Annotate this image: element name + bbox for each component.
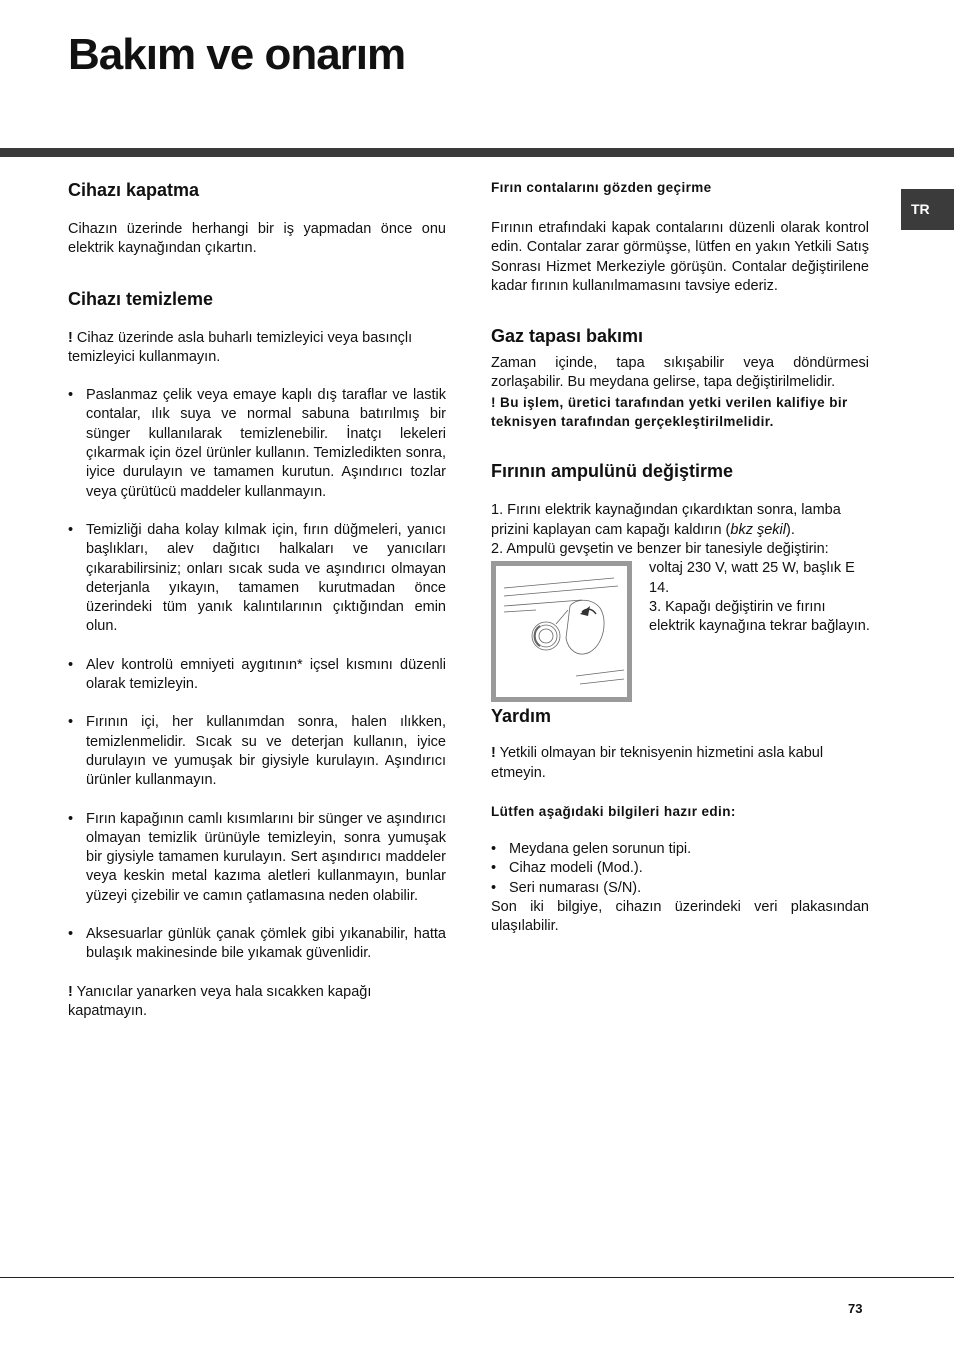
list-item: • Paslanmaz çelik veya emaye kaplı dış taraflar ve lastik contalar, ılık suya ve normal sabuna batırılmış bir sünger kullanılarak temizlenebilir. İnatçı lekeleri çıkarmak için özel ürünler kullanın. Temizledikten sonra, iyice durulayın ve tamamen kurutun. Aşındırıcı tozlar veya çürütücü maddeler kullanmayın. (68, 386, 446, 502)
section-heading-lamp: Fırının ampulünü değiştirme (491, 461, 734, 482)
oven-lamp-illustration (491, 561, 632, 702)
lamp-step-2: 2. Ampulü gevşetin ve benzer bir tanesiyle değiştirin: (491, 540, 829, 557)
seals-text: Fırının etrafındaki kapak contalarını düzenli olarak kontrol edin. Contalar zarar görmüşse, lütfen en yakın Yetkili Satış Sonrası Hizmet Merkeziyle görüşün. Contalar değiştirilene kadar fırının kullanılmamasını tavsiye ederiz. (491, 220, 869, 294)
gas-tap-warning: ! Bu işlem, üretici tarafından yetki verilen kalifiye bir teknisyen tarafından gerçekleştirilmelidir. (491, 394, 848, 430)
list-item: • Seri numarası (S/N). (491, 879, 869, 898)
lamp-figure-block (491, 559, 869, 704)
footer-rule (0, 1277, 954, 1278)
header-rule (0, 148, 954, 157)
list-item: • Meydana gelen sorunun tipi. (491, 840, 869, 859)
help-list (491, 840, 869, 898)
section-heading-gas-tap: Gaz tapası bakımı (491, 326, 644, 347)
list-item: • Cihaz modeli (Mod.). (491, 859, 869, 878)
warning-mark-icon: ! (491, 394, 496, 410)
page-number: 73 (848, 1301, 863, 1316)
left-column (68, 178, 446, 1021)
cleaning-warning-1: ! Cihaz üzerinde asla buharlı temizleyici veya basınçlı temizleyici kullanmayın. (68, 329, 413, 365)
gas-tap-text: Zaman içinde, tapa sıkışabilir veya döndürmesi zorlaşabilir. Bu meydana gelirse, tapa değiştirilmelidir. (491, 355, 869, 391)
lamp-step-2-spec: voltaj 230 V, watt 25 W, başlık E 14. (649, 560, 855, 596)
help-warning: ! Yetkili olmayan bir teknisyenin hizmetini asla kabul etmeyin. (491, 745, 824, 781)
list-item: • Temizliği daha kolay kılmak için, fırın düğmeleri, yanıcı başlıkları, alev dağıtıcı halkaları ve yanıcıları çıkarabilirsiniz; onları sıcak suda ve aşındırıcı olmayan deterjanla yıkayın, tamamen kurutmadan önce üzerindeki tüm yanık kalıntılarının çıktığından emin olun. (68, 521, 446, 637)
warning-mark-icon: ! (491, 745, 496, 762)
page-title: Bakım ve onarım (68, 30, 406, 79)
help-closing: Son iki bilgiye, cihazın üzerindeki veri plakasından ulaşılabilir. (491, 899, 869, 935)
section-heading-seals: Fırın contalarını gözden geçirme (491, 180, 712, 195)
power-off-text: Cihazın üzerinde herhangi bir iş yapmadan önce onu elektrik kaynağından çıkartın. (68, 221, 446, 257)
lamp-step-3: 3. Kapağı değiştirin ve fırını elektrik kaynağına tekrar bağlayın. (649, 598, 870, 635)
language-tab: TR (901, 189, 954, 230)
help-subheading: Lütfen aşağıdaki bilgileri hazır edin: (491, 803, 736, 819)
warning-mark-icon: ! (68, 983, 73, 1000)
list-item: • Fırın kapağının camlı kısımlarını bir sünger ve aşındırıcı olmayan temizlik ürünüyle temizleyin, sonra yumuşak bir giysiyle tamamen kurulayın. Sert aşındırıcı maddeler veya keskin metal kazıma aletleri kullanmayın, bunlar yüzeyi çizebilir ve camın çatlamasına neden olabilir. (68, 810, 446, 906)
list-item: • Alev kontrolü emniyeti aygıtının* içsel kısmını düzenli olarak temizleyin. (68, 656, 446, 695)
section-heading-power-off: Cihazı kapatma (68, 180, 200, 200)
cleaning-warning-2: ! Yanıcılar yanarken veya hala sıcakken kapağı kapatmayın. (68, 983, 372, 1019)
lamp-step-text (649, 559, 871, 636)
right-column (491, 178, 869, 937)
section-heading-help: Yardım (491, 706, 552, 727)
oven-lamp-drawing (496, 566, 627, 697)
list-item: • Fırının içi, her kullanımdan sonra, halen ılıkken, temizlenmelidir. Sıcak su ve deterjan kullanın, iyice durulayın ve yumuşak bir giysiyle kurulayın. Aşındırıcı ürünler kullanmayın. (68, 713, 446, 790)
warning-mark-icon: ! (68, 329, 73, 346)
lamp-step-1: 1. Fırını elektrik kaynağından çıkardıktan sonra, lamba prizini kaplayan cam kapağı kaldırın (bkz şekil). (491, 502, 841, 538)
list-item: • Aksesuarlar günlük çanak çömlek gibi yıkanabilir, hatta bulaşık makinesinde bile yıkamak güvenlidir. (68, 925, 446, 964)
section-heading-cleaning: Cihazı temizleme (68, 288, 214, 309)
cleaning-list (68, 386, 446, 963)
